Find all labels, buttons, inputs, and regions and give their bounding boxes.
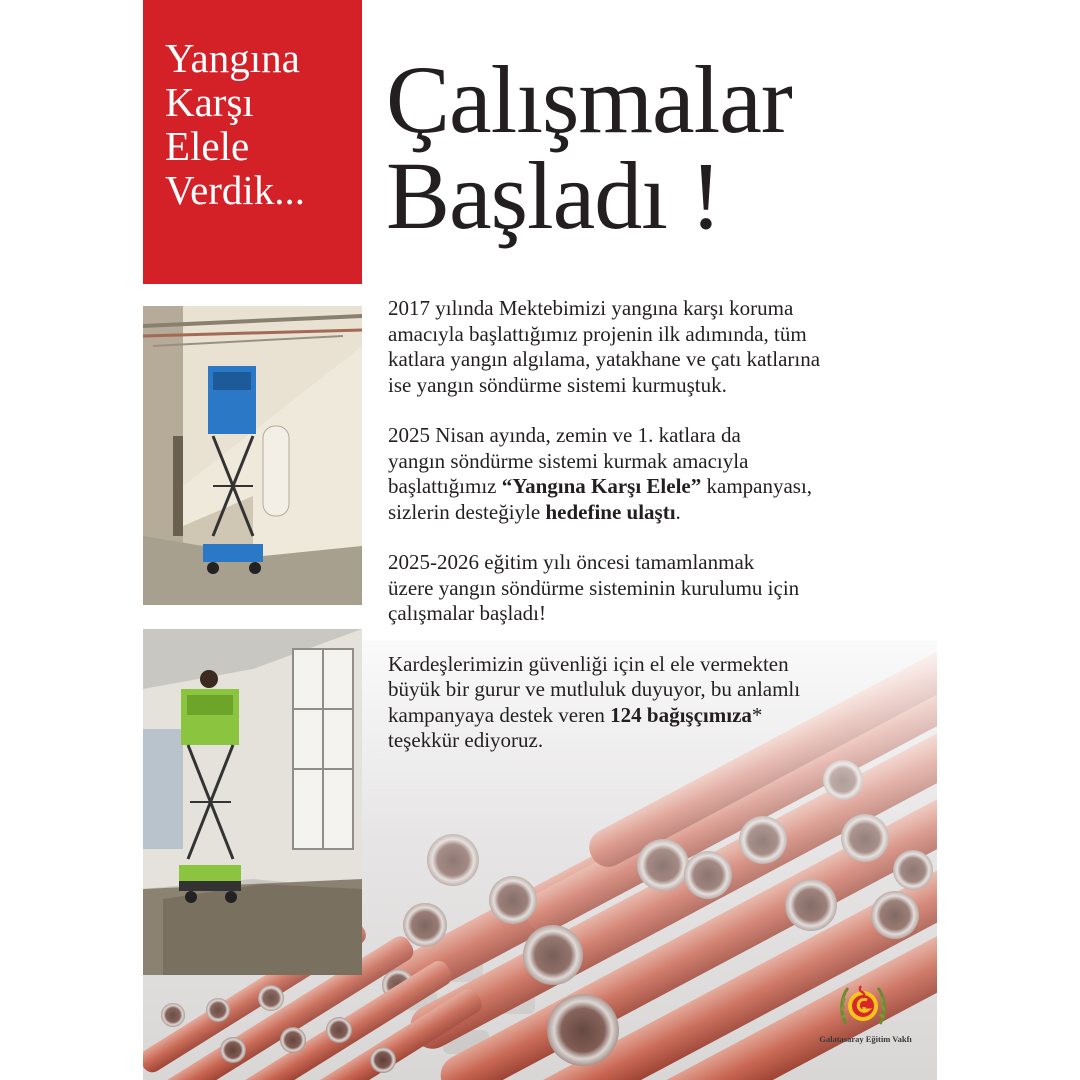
- tagline-line: Yangına: [165, 35, 300, 81]
- text-line: üzere yangın söndürme sisteminin kurulumu için: [388, 575, 800, 600]
- tagline-line: Elele: [165, 123, 250, 169]
- headline: [386, 46, 792, 249]
- headline-line: Başladı !: [386, 142, 721, 249]
- hallway-green-lift-image: [143, 629, 362, 975]
- text-run: sizlerin desteğiyle: [388, 499, 546, 524]
- text-line: katlara yangın algılama, yatakhane ve çatı katlarına: [388, 347, 821, 371]
- text-line: 2017 yılında Mektebimizi yangına karşı koruma: [388, 296, 794, 320]
- poster: [143, 0, 937, 1080]
- text-run: *: [751, 702, 763, 727]
- text-run: başlattığımız: [388, 474, 502, 498]
- paragraph: [388, 550, 908, 627]
- text-line: teşekkür ediyoruz.: [388, 728, 544, 752]
- corridor-blue-lift-image: [143, 306, 362, 605]
- text-line: yangın söndürme sistemi kurmak amacıyla: [388, 448, 749, 473]
- text-line: amacıyla başlattığımız projenin ilk adımında, tüm: [388, 321, 807, 346]
- text-line: Kardeşlerimizin güvenliği için el ele vermekten: [388, 651, 789, 676]
- headline-line: Çalışmalar: [386, 46, 792, 153]
- text-line: ise yangın söndürme sistemi kurmuştuk.: [388, 372, 727, 397]
- galatasaray-gs-emblem-icon: [838, 980, 888, 1028]
- text-line: çalışmalar başladı!: [388, 601, 547, 625]
- text-run: .: [675, 499, 681, 524]
- photo-corridor-blue-lift: [143, 306, 362, 605]
- foundation-name: Galatasaray Eğitim Vakfı: [819, 1034, 912, 1044]
- text-line: [388, 500, 908, 526]
- text-line: 2025 Nisan ayında, zemin ve 1. katlara da: [388, 423, 741, 447]
- emphasis: hedefine ulaştı: [545, 499, 676, 524]
- tagline-line: Karşı: [165, 79, 254, 125]
- tagline: [165, 36, 305, 212]
- campaign-name: “Yangına Karşı Elele”: [501, 474, 702, 498]
- tagline-line: Verdik...: [165, 167, 306, 213]
- foundation-logo: [793, 980, 923, 1050]
- paragraph: [388, 296, 908, 398]
- text-line: büyük bir gurur ve mutluluk duyuyor, bu anlamlı: [388, 677, 801, 701]
- text-run: kampanyası,: [701, 474, 813, 498]
- paragraph: [388, 652, 908, 754]
- paragraph: [388, 423, 908, 525]
- text-run: kampanyaya destek veren: [388, 702, 611, 727]
- text-line: [388, 703, 908, 729]
- text-line: [388, 474, 908, 500]
- photo-hallway-green-lift: [143, 629, 362, 975]
- tagline-box: [143, 0, 362, 284]
- text-line: 2025-2026 eğitim yılı öncesi tamamlanmak: [388, 550, 755, 574]
- body-text: [388, 296, 908, 779]
- donor-count: 124 bağışçımıza: [610, 702, 752, 727]
